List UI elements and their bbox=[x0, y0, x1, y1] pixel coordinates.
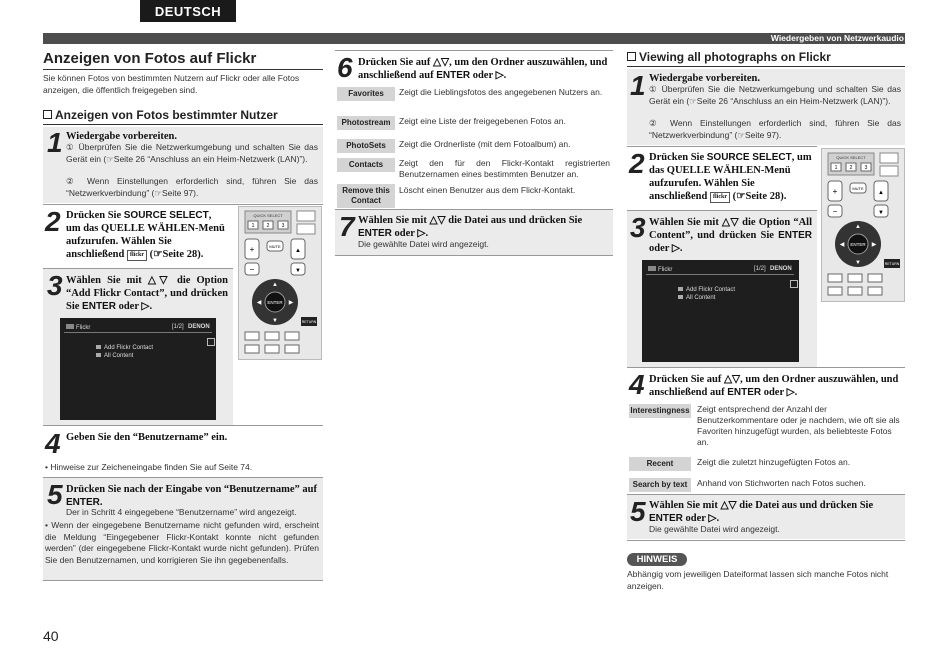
flickr-icon: flickr bbox=[710, 192, 730, 203]
option-label: PhotoSets bbox=[337, 139, 395, 153]
hinweis-text: Abhängig vom jeweiligen Dateiformat lassen sich manche Fotos nicht anzeigen. bbox=[627, 569, 889, 591]
flickr-logo-icon bbox=[648, 266, 656, 271]
svg-text:▲: ▲ bbox=[878, 190, 884, 196]
option-label: Recent bbox=[629, 457, 691, 471]
step-5-left bbox=[43, 478, 323, 580]
svg-text:▼: ▼ bbox=[295, 268, 301, 274]
step-sub: Die gewählte Datei wird angezeigt. bbox=[358, 239, 489, 249]
option-label: Remove this Contact bbox=[337, 184, 395, 208]
svg-text:◀: ◀ bbox=[256, 300, 262, 306]
flickr-icon: flickr bbox=[127, 250, 147, 261]
step-3-right bbox=[627, 211, 817, 257]
step-3-left bbox=[43, 269, 233, 315]
option-row bbox=[335, 183, 613, 211]
step-bullet: • Hinweise zur Zeicheneingabe finden Sie auf Seite 74. bbox=[45, 462, 253, 472]
step-text: Drücken Sie SOURCE SELECT, um das QUELLE WÄHLEN-Menü aufzurufen. Wählen Sie anschließend flickr (☞Seite 28). bbox=[649, 152, 812, 202]
step-text: Drücken Sie nach der Eingabe von “Benutzername” auf ENTER. bbox=[66, 484, 317, 508]
step-2-right bbox=[627, 148, 817, 210]
option-desc: Anhand von Stichworten nach Fotos suchen. bbox=[697, 478, 866, 488]
option-row bbox=[335, 84, 613, 111]
screen-page: [1/2] bbox=[754, 266, 766, 272]
option-desc: Zeigt entsprechend der Anzahl der Benutzerkommentare oder je nachdem, wie oft sie als Favoriten hinzugefügt wurden, als beliebteste Fotos an. bbox=[697, 404, 900, 447]
checkbox-bullet-icon bbox=[43, 110, 52, 119]
svg-text:▲: ▲ bbox=[295, 248, 301, 254]
subsection-title-right: Viewing all photographs on Flickr bbox=[627, 50, 905, 67]
option-row bbox=[335, 135, 613, 155]
option-desc: Zeigt die zuletzt hinzugefügten Fotos an. bbox=[697, 457, 851, 467]
svg-text:3: 3 bbox=[281, 223, 285, 229]
browse-options-table bbox=[627, 402, 905, 495]
language-tab: DEUTSCH bbox=[140, 0, 236, 22]
divider bbox=[335, 255, 613, 256]
option-label: Contacts bbox=[337, 158, 395, 172]
step-number: 1 bbox=[630, 70, 646, 101]
step-number: 1 bbox=[47, 127, 63, 158]
step-5-right bbox=[627, 495, 905, 539]
tv-screen-left bbox=[60, 318, 216, 420]
svg-text:◀: ◀ bbox=[839, 242, 845, 248]
option-label: Favorites bbox=[337, 87, 395, 101]
folder-icon bbox=[678, 287, 683, 291]
step-4-left bbox=[43, 426, 323, 476]
checkbox-bullet-icon bbox=[627, 52, 636, 61]
subsection-title-left: Anzeigen von Fotos bestimmter Nutzer bbox=[43, 108, 323, 125]
screen-item-2[interactable]: All Content bbox=[96, 353, 133, 359]
svg-text:MUTE: MUTE bbox=[852, 186, 864, 191]
step-1-left bbox=[43, 127, 323, 203]
divider bbox=[43, 580, 323, 581]
step-number: 2 bbox=[45, 206, 61, 237]
remote-illustration bbox=[822, 149, 904, 301]
step-number: 3 bbox=[630, 212, 646, 243]
option-desc: Zeigt die Lieblingsfotos des angegebenen Nutzers an. bbox=[399, 87, 603, 97]
svg-text:▼: ▼ bbox=[878, 210, 884, 216]
option-row bbox=[335, 111, 613, 135]
svg-text:▼: ▼ bbox=[272, 318, 278, 324]
step-note-1: ① Überprüfen Sie die Netzwerkumgebung und schalten Sie das Gerät ein (☞Seite 26 “Anschluss an ein Heim-Netzwerk (LAN)”). bbox=[649, 84, 901, 106]
screen-rule bbox=[646, 274, 794, 275]
folder-icon bbox=[96, 345, 101, 349]
option-desc: Zeigt die Ordnerliste (mit dem Fotoalbum) an. bbox=[399, 139, 571, 149]
option-row bbox=[627, 454, 905, 475]
step-text: Drücken Sie SOURCE SELECT, um das QUELLE WÄHLEN-Menü aufzurufen. Wählen Sie anschließend flickr (☞Seite 28). bbox=[66, 210, 225, 260]
screen-brand: DENON bbox=[188, 324, 210, 330]
step-4-right bbox=[627, 369, 905, 401]
screen-rule bbox=[64, 332, 212, 333]
tv-screen-right bbox=[642, 260, 799, 362]
option-row bbox=[627, 402, 905, 454]
svg-text:▶: ▶ bbox=[871, 242, 877, 248]
step-text: Wählen Sie mit △▽ die Datei aus und drücken Sie ENTER oder ▷. bbox=[358, 215, 583, 239]
svg-text:+: + bbox=[832, 187, 838, 196]
svg-text:2: 2 bbox=[266, 223, 270, 229]
step-note-2: ② Wenn Einstellungen erforderlich sind, führen Sie das “Netzwerkverbindung” (☞Seite 97). bbox=[66, 176, 318, 198]
svg-text:−: − bbox=[249, 265, 255, 274]
svg-text:QUICK SELECT: QUICK SELECT bbox=[836, 155, 866, 160]
step-note-2: ② Wenn Einstellungen erforderlich sind, führen Sie das “Netzwerkverbindung” (☞Seite 97). bbox=[649, 118, 901, 140]
option-row bbox=[335, 155, 613, 183]
step-sub: Der in Schritt 4 eingegebene “Benutzername” wird angezeigt. bbox=[66, 507, 297, 517]
divider bbox=[627, 146, 817, 147]
svg-text:1: 1 bbox=[834, 165, 838, 171]
screen-app-title: Flickr bbox=[648, 266, 672, 273]
svg-text:1: 1 bbox=[251, 223, 255, 229]
option-desc: Löscht einen Benutzer aus dem Flickr-Kontakt. bbox=[399, 185, 576, 195]
svg-text:MUTE: MUTE bbox=[269, 244, 281, 249]
step-number: 5 bbox=[630, 496, 646, 527]
screen-app-title: Flickr bbox=[66, 324, 90, 331]
svg-text:3: 3 bbox=[864, 165, 868, 171]
screen-item-2[interactable]: All Content bbox=[678, 295, 715, 301]
screen-item-1[interactable]: Add Flickr Contact bbox=[96, 345, 153, 351]
step-number: 2 bbox=[629, 148, 645, 179]
screen-brand: DENON bbox=[770, 266, 792, 272]
svg-text:▶: ▶ bbox=[288, 300, 294, 306]
divider bbox=[627, 367, 905, 368]
quick-select-label: QUICK SELECT bbox=[253, 213, 283, 218]
folder-options-table bbox=[335, 84, 613, 211]
screen-page: [1/2] bbox=[172, 324, 184, 330]
step-1-right bbox=[627, 69, 905, 145]
remote-illustration bbox=[239, 207, 321, 359]
step-bullet: • Wenn der eingegebene Benutzername nicht gefunden wird, erscheint die Meldung “Eingegebener Flickr-Kontakt konnte nicht gefunden werden” (der eingegebene Flickr-Kontakt wurde nicht gefunden). Prüfen Sie den Benutzernamen, und korrigieren Sie ihn gegebenenfalls. bbox=[45, 520, 319, 565]
step-title: Wiedergabe vorbereiten. bbox=[649, 73, 761, 84]
step-sub: Die gewählte Datei wird angezeigt. bbox=[649, 524, 780, 534]
svg-text:−: − bbox=[832, 207, 838, 216]
step-text: Wählen Sie mit △▽ die Option “Add Flickr Contact”, und drücken Sie ENTER oder ▷. bbox=[66, 275, 228, 312]
option-label: Interestingness bbox=[629, 404, 691, 418]
svg-text:▲: ▲ bbox=[272, 282, 278, 288]
step-2-left bbox=[43, 206, 233, 268]
step-number: 3 bbox=[47, 270, 63, 301]
folder-icon bbox=[96, 353, 101, 357]
svg-text:▲: ▲ bbox=[855, 224, 861, 230]
page-title: Anzeigen von Fotos auf Flickr bbox=[43, 50, 323, 70]
step-number: 4 bbox=[629, 369, 645, 400]
option-label: Search by text bbox=[629, 478, 691, 492]
svg-text:ENTER: ENTER bbox=[850, 242, 866, 247]
step-text: Drücken Sie auf △▽, um den Ordner auszuwählen, und anschließend auf ENTER oder ▷. bbox=[649, 374, 899, 398]
divider bbox=[627, 540, 905, 541]
screen-scroll-icon bbox=[207, 338, 215, 346]
option-label: Photostream bbox=[337, 116, 395, 130]
screen-scroll-icon bbox=[790, 280, 798, 288]
remote-control-left bbox=[238, 206, 322, 360]
option-desc: Zeigt den für den Flickr-Kontakt registrierten Benutzernamen eines bestimmten Benutzer an. bbox=[399, 158, 610, 179]
step-number: 5 bbox=[47, 479, 63, 510]
step-7 bbox=[335, 210, 613, 255]
step-text: Drücken Sie auf △▽, um den Ordner auszuwählen, und anschließend auf ENTER oder ▷. bbox=[358, 57, 608, 81]
step-text: Wählen Sie mit △▽ die Datei aus und drücken Sie ENTER oder ▷. bbox=[649, 500, 874, 524]
svg-text:▼: ▼ bbox=[855, 260, 861, 266]
hinweis-badge: HINWEIS bbox=[627, 553, 687, 566]
folder-icon bbox=[678, 295, 683, 299]
step-title: Geben Sie den “Benutzername” ein. bbox=[66, 432, 228, 443]
flickr-logo-icon bbox=[66, 324, 74, 329]
svg-text:2: 2 bbox=[849, 165, 853, 171]
svg-text:+: + bbox=[249, 245, 255, 254]
svg-text:RETURN: RETURN bbox=[301, 320, 317, 324]
section-label: Wiedergeben von Netzwerkaudio bbox=[770, 33, 904, 43]
divider bbox=[335, 50, 613, 51]
step-text: Wählen Sie mit △▽ die Option “All Content”, und drücken Sie ENTER oder ▷. bbox=[649, 217, 812, 254]
svg-text:ENTER: ENTER bbox=[267, 300, 283, 305]
step-title: Wiedergabe vorbereiten. bbox=[66, 131, 178, 142]
step-number: 7 bbox=[339, 211, 355, 242]
divider bbox=[43, 204, 323, 205]
step-number: 6 bbox=[337, 52, 353, 83]
option-row bbox=[627, 475, 905, 495]
step-note-1: ① Überprüfen Sie die Netzwerkumgebung und schalten Sie das Gerät ein (☞Seite 26 “Anschluss an ein Heim-Netzwerk (LAN)”). bbox=[66, 142, 318, 164]
option-desc: Zeigt eine Liste der freigegebenen Fotos an. bbox=[399, 116, 566, 126]
step-number: 4 bbox=[45, 428, 61, 459]
page-number: 40 bbox=[43, 628, 59, 644]
step-6 bbox=[335, 52, 613, 84]
svg-text:RETURN: RETURN bbox=[884, 262, 900, 266]
intro-text: Sie können Fotos von bestimmten Nutzern auf Flickr oder alle Fotos anzeigen, die öffentlich freigegeben sind. bbox=[43, 73, 300, 95]
screen-item-1[interactable]: Add Flickr Contact bbox=[678, 287, 735, 293]
remote-control-right bbox=[821, 148, 905, 302]
